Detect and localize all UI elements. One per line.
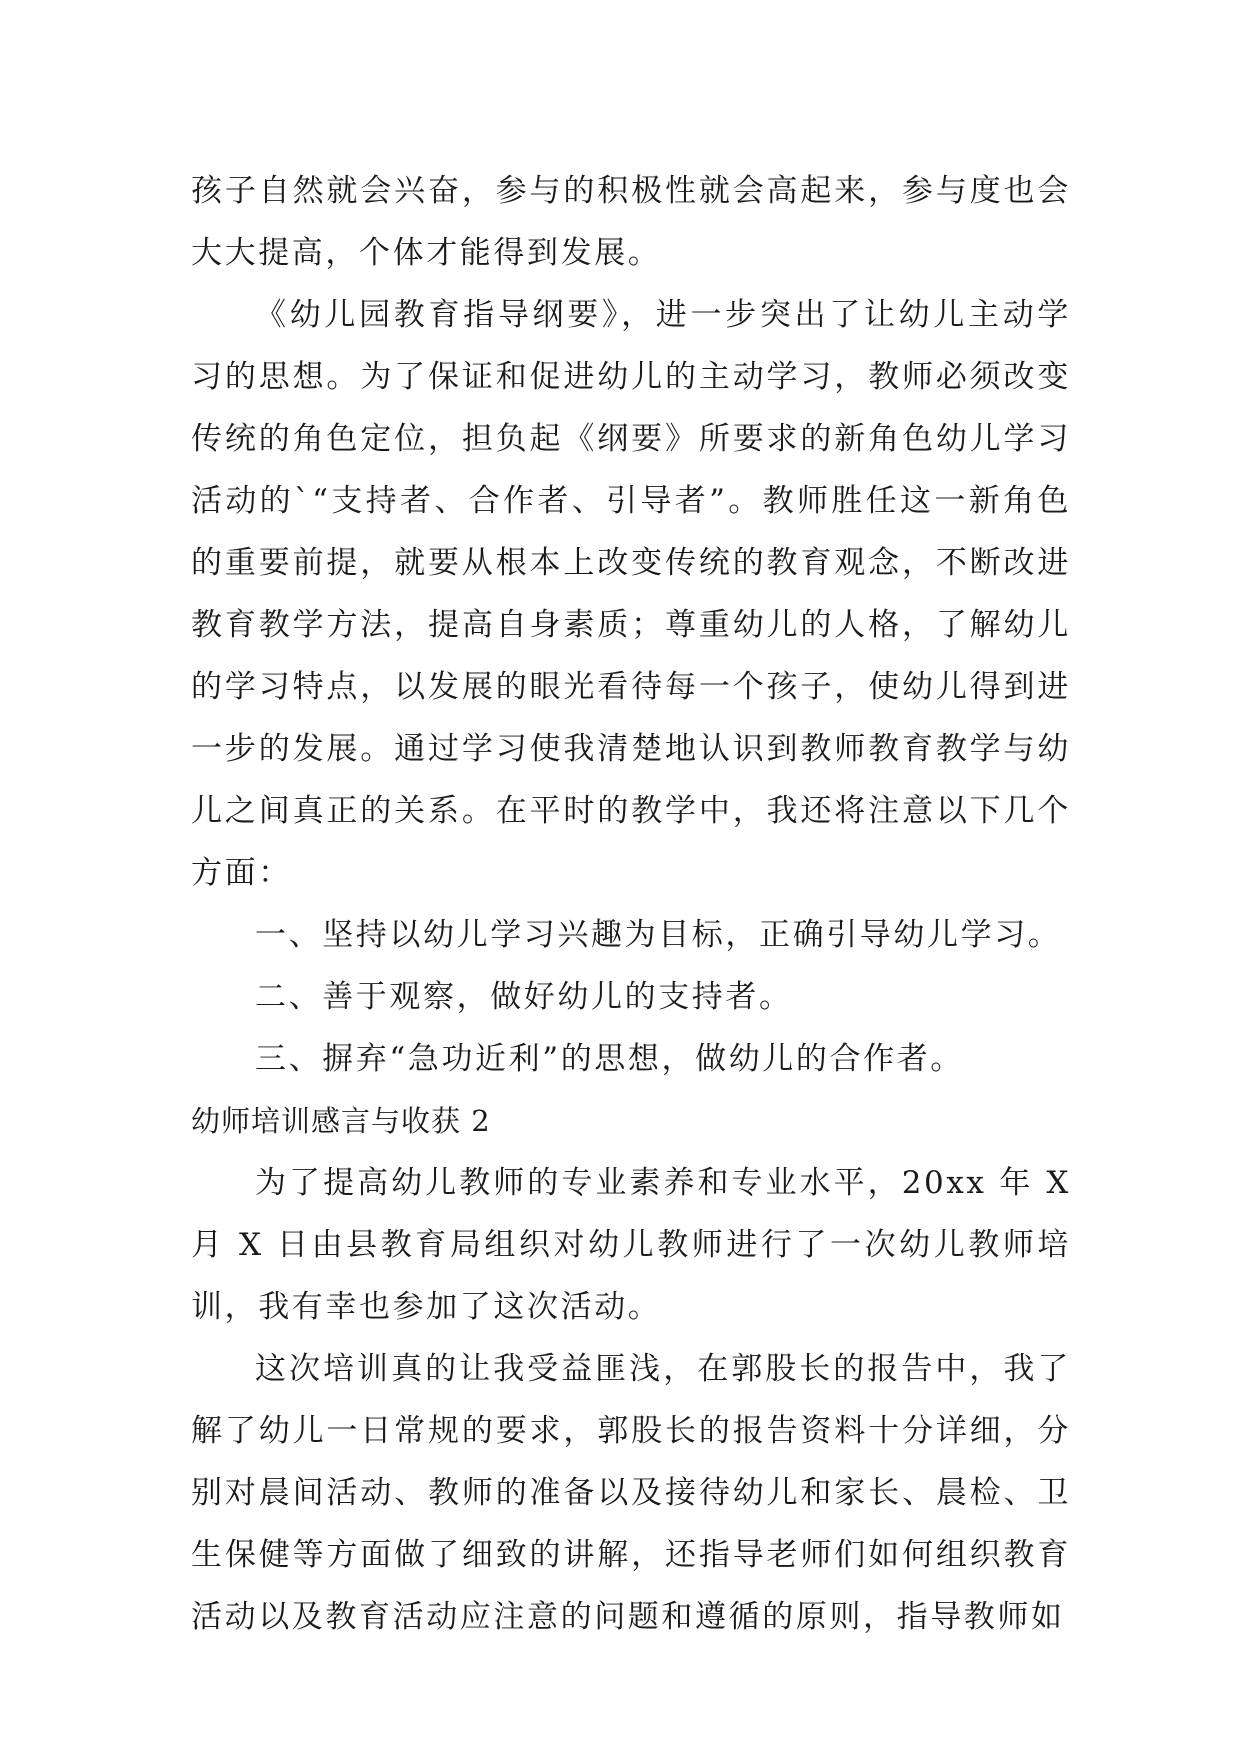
document-body [191,160,1071,1648]
section-heading: 幼师培训感言与收获 2 [191,1104,491,1138]
paragraph-training-details: 这次培训真的让我受益匪浅，在郭股长的报告中，我了解了幼儿一日常规的要求，郭股长的报告资料十分详细，分别对晨间活动、教师的准备以及接待幼儿和家长、晨检、卫生保健等方面做了细致的讲解，还指导老师们如何组织教育活动以及教育活动应注意的问题和遵循的原则，指导教师如 [191,1351,1071,1635]
list-item-2: 二、善于观察，做好幼儿的支持者。 [255,979,793,1015]
paragraph-continued: 孩子自然就会兴奋，参与的积极性就会高起来，参与度也会大大提高，个体才能得到发展。 [191,173,1071,271]
paragraph-training-intro: 为了提高幼儿教师的专业素养和专业水平，20xx 年 X 月 X 日由县教育局组织对幼儿教师进行了一次幼儿教师培训，我有幸也参加了这次活动。 [191,1165,1071,1325]
list-item-1: 一、坚持以幼儿学习兴趣为目标，正确引导幼儿学习。 [255,917,1062,953]
list-item-3: 三、摒弃“急功近利”的思想，做幼儿的合作者。 [255,1041,964,1077]
paragraph-guidelines: 《幼儿园教育指导纲要》，进一步突出了让幼儿主动学习的思想。为了保证和促进幼儿的主动学习，教师必须改变传统的角色定位，担负起《纲要》所要求的新角色幼儿学习活动的`“支持者、合作者、引导者”。教师胜任这一新角色的重要前提，就要从根本上改变传统的教育观念，不断改进教育教学方法，提高自身素质；尊重幼儿的人格，了解幼儿的学习特点，以发展的眼光看待每一个孩子，使幼儿得到进一步的发展。通过学习使我清楚地认识到教师教育教学与幼儿之间真正的关系。在平时的教学中，我还将注意以下几个方面： [191,297,1071,891]
